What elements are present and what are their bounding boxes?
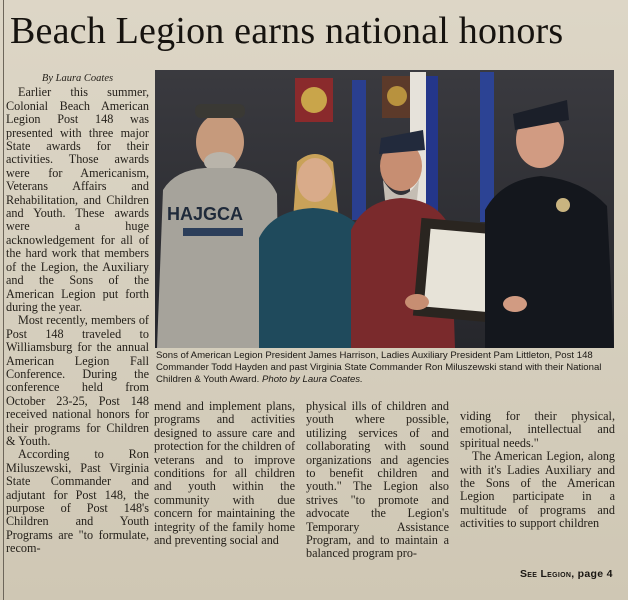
- paragraph: viding for their physical, emotional, intellectual and spiritual needs.": [460, 409, 615, 450]
- paragraph: According to Ron Miluszewski, Past Virginia State Commander and adjutant for Post 148, the purpose of Post 148's Children and Youth Programs are "to formulate, recom-: [6, 447, 149, 556]
- article-column-4: [460, 410, 615, 531]
- paragraph: physical ills of children and youth where possible, utilizing services of and collaborating with sound organizations and agencies to benefit children and youth." The Legion also strives "to promote and advocate the Legion's Temporary Assistance Program, and to maintain a balanced program pro-: [306, 399, 449, 561]
- photo-credit: Photo by Laura Coates.: [261, 373, 363, 385]
- flag: [426, 76, 438, 226]
- paragraph: mend and implement plans, programs and activities designed to assure care and protection for the children of veterans and to improve conditions for all children and youth within the community with due concern for maintaining the integrity of the family home and preventing social and: [154, 399, 295, 548]
- paragraph: Earlier this summer, Colonial Beach American Legion Post 148 was presented with three major State awards for their activities. Those awards were for Americanism, Veterans Affairs and Rehabilitation, and Children and Youth. These awards were a huge acknowledgement for all of the hard work that members of the Legion, the Auxiliary and the Sons of the American Legion put forth during the year.: [6, 85, 149, 314]
- person-2: [259, 208, 367, 348]
- headline: Beach Legion earns national honors: [10, 10, 564, 52]
- paragraph: The American Legion, along with it's Ladies Auxiliary and the Sons of the American Legion participate in a multitude of programs and activities to support children: [460, 449, 615, 531]
- byline: By Laura Coates: [41, 73, 114, 84]
- paragraph: Most recently, members of Post 148 traveled to Williamsburg for the annual American Legion Fall Conference. During the conference held from October 23-25, Post 148 received national honors for their programs for Children & Youth.: [6, 313, 149, 448]
- photo-illustration: [155, 70, 614, 348]
- column-rule: [3, 0, 4, 600]
- article-column-3: [306, 400, 449, 561]
- article-column-2: [154, 400, 295, 547]
- photo-caption: [156, 350, 614, 385]
- jump-page: page 4: [577, 568, 613, 580]
- jump-line: [520, 568, 613, 580]
- article-column-1: [6, 72, 149, 556]
- sweatshirt-text: HAJGCA: [167, 204, 244, 224]
- caption-text: Sons of American Legion President James Harrison, Ladies Auxiliary President Pam Littleton, Post 148 Commander Todd Hayden and past Virginia State Commander Ron Miluszewski stand with their National Children & Youth Award.: [156, 350, 602, 385]
- flag: [352, 80, 366, 220]
- article-photo: [155, 70, 614, 348]
- jump-prefix: See Legion,: [520, 568, 575, 580]
- flag: [480, 72, 494, 222]
- person-4: [485, 176, 614, 348]
